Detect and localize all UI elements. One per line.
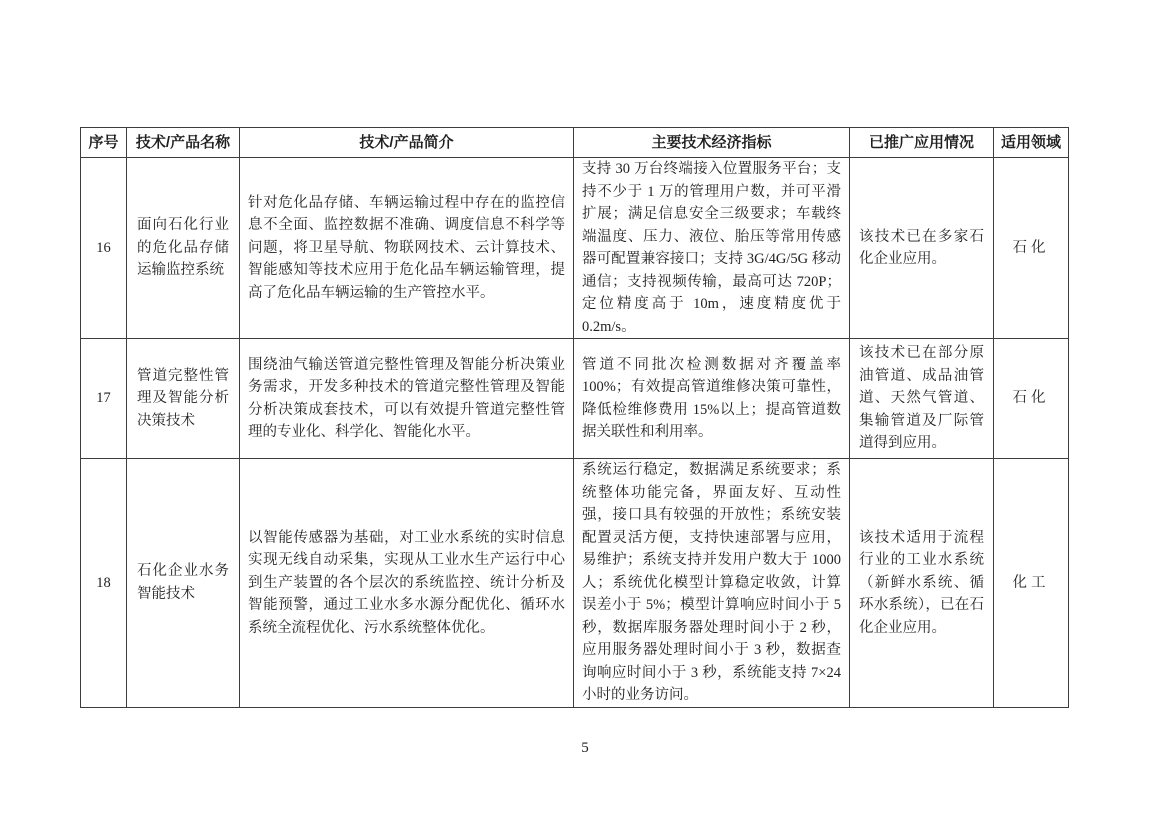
row18-technical-indicators: 系统运行稳定，数据满足系统要求；系统整体功能完备，界面友好、互动性强，接口具有较强的开放性；系统安装配置灵活方便，支持快速部署与应用，易维护；系统支持并发用户数大于 1000 人；系统优化模型计算稳定收敛，计算误差小于 5%；模型计算响应时间小于 5 秒，数据库服务器处理时间小于 2 秒，应用服务器处理时间小于 3 秒，数据查询响应时间小于 3 秒，系统能支持 7×24 小时的业务访问。 <box>574 459 850 708</box>
header-technical-indicators: 主要技术经济指标 <box>574 128 850 158</box>
page-number: 5 <box>581 740 589 756</box>
row17-serial-number: 17 <box>81 339 127 459</box>
table-header-row <box>81 128 1069 158</box>
row16-technical-indicators: 支持 30 万台终端接入位置服务平台；支持不少于 1 万的管理用户数，并可平滑扩展；满足信息安全三级要求；车载终端温度、压力、液位、胎压等常用传感器可配置兼容接口；支持 3G/4G/5G 移动通信；支持视频传输，最高可达 720P；定位精度高于 10m，速度精度优于 0.2m/s。 <box>574 158 850 339</box>
table-row-17 <box>81 339 1069 459</box>
table-row-16 <box>81 158 1069 339</box>
header-product-name: 技术/产品名称 <box>127 128 240 158</box>
row18-product-intro: 以智能传感器为基础，对工业水系统的实时信息实现无线自动采集，实现从工业水生产运行中心到生产装置的各个层次的系统监控、统计分析及智能预警，通过工业水多水源分配优化、循环水系统全流程优化、污水系统整体优化。 <box>240 459 574 708</box>
row18-product-name: 石化企业水务智能技术 <box>127 459 240 708</box>
row16-serial-number: 16 <box>81 158 127 339</box>
technology-table <box>80 127 1069 708</box>
row16-applicable-field: 石化 <box>994 158 1069 339</box>
row16-product-name: 面向石化行业的危化品存储运输监控系统 <box>127 158 240 339</box>
row16-application-status: 该技术已在多家石化企业应用。 <box>850 158 994 339</box>
row16-product-intro: 针对危化品存储、车辆运输过程中存在的监控信息不全面、监控数据不准确、调度信息不科学等问题，将卫星导航、物联网技术、云计算技术、智能感知等技术应用于危化品车辆运输管理，提高了危化品车辆运输的生产管控水平。 <box>240 158 574 339</box>
row17-applicable-field: 石化 <box>994 339 1069 459</box>
row17-application-status: 该技术已在部分原油管道、成品油管道、天然气管道、集输管道及厂际管道得到应用。 <box>850 339 994 459</box>
row17-product-intro: 围绕油气输送管道完整性管理及智能分析决策业务需求，开发多种技术的管道完整性管理及智能分析决策成套技术，可以有效提升管道完整性管理的专业化、科学化、智能化水平。 <box>240 339 574 459</box>
header-application-status: 已推广应用情况 <box>850 128 994 158</box>
header-applicable-field: 适用领域 <box>994 128 1069 158</box>
header-serial-number: 序号 <box>81 128 127 158</box>
row17-product-name: 管道完整性管理及智能分析决策技术 <box>127 339 240 459</box>
row18-application-status: 该技术适用于流程行业的工业水系统（新鲜水系统、循环水系统），已在石化企业应用。 <box>850 459 994 708</box>
table-row-18 <box>81 459 1069 708</box>
header-product-intro: 技术/产品简介 <box>240 128 574 158</box>
row18-applicable-field: 化工 <box>994 459 1069 708</box>
row18-serial-number: 18 <box>81 459 127 708</box>
row17-technical-indicators: 管道不同批次检测数据对齐覆盖率 100%；有效提高管道维修决策可靠性，降低检维修费用 15%以上；提高管道数据关联性和利用率。 <box>574 339 850 459</box>
